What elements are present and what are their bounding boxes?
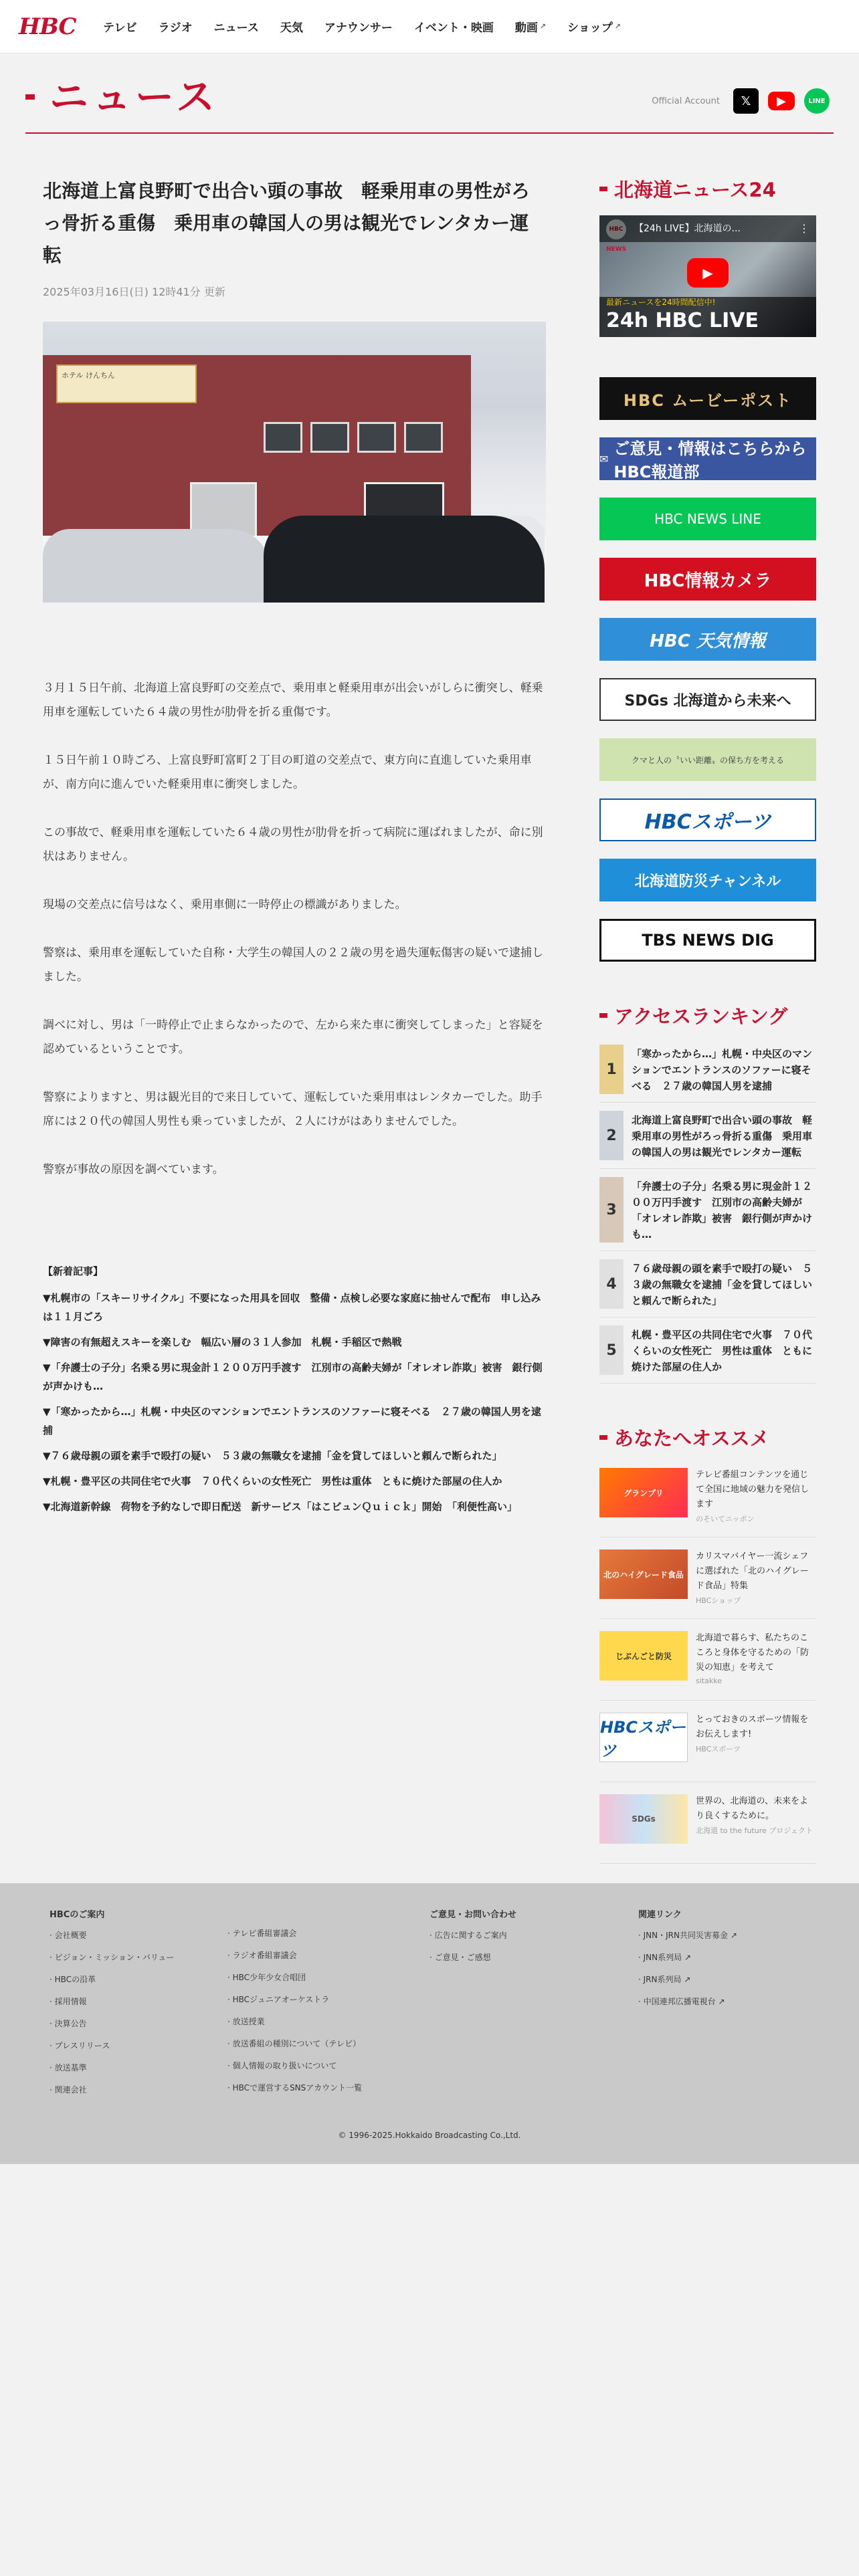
line-icon[interactable]: LINE [804,88,830,114]
footer-link[interactable]: · 決算公告 [50,2018,175,2029]
footer-link[interactable]: · 会社概要 [50,1929,175,1941]
recommend-text: テレビ番組コンテンツを通じて全国に地域の魅力を発信します [696,1470,809,1509]
disaster-channel-banner[interactable]: 北海道防災チャンネル [599,859,816,901]
footer-col-contact [430,1907,516,1973]
nav-weather[interactable]: 天気 [280,21,303,35]
rank-title: 札幌・豊平区の共同住宅で火事 ７０代くらいの女性死亡 男性は重体 ともに焼けた部屋の住人か [632,1329,813,1373]
title-accent-bar [25,94,35,100]
rank-title: 北海道上富良野町で出合い頭の事故 軽乗用車の男性がろっ骨折る重傷 乗用車の韓国人の男は観光でレンタカー運転 [632,1114,813,1158]
footer-heading: HBCのご案内 [50,1910,105,1920]
recommend-source: HBCショップ [696,1596,741,1605]
recommend-text: 北海道で暮らす、私たちのこころと身体を守るための「防災の知恵」を考えて [696,1633,809,1673]
external-link-icon: ↗ [718,1997,725,2006]
sidebar-banners [599,377,816,962]
footer-link[interactable]: · JRN系列局 ↗ [638,1973,737,1985]
title-divider [25,132,834,134]
copyright: © 1996-2025.Hokkaido Broadcasting Co.,Ltd. [338,2131,521,2140]
news-desk-banner[interactable]: ✉ ご意見・情報はこちらから HBC報道部 [599,437,816,480]
news24-heading: 北海道ニュース24 [599,175,816,202]
footer-link[interactable]: · 個人情報の取り扱いについて [227,2060,362,2071]
external-link-icon: ↗ [539,22,547,31]
article-paragraph: １５日午前１０時ごろ、上富良野町富町２丁目の町道の交差点で、東方向に直進していた乗用車が、南方向に進んでいた軽乗用車に衝突しました。 [43,754,532,791]
ranking-list [599,1045,816,1384]
article-paragraph: 警察は、乗用車を運転していた自称・大学生の韓国人の２２歳の男を過失運転傷害の疑いで逮捕しました。 [43,946,543,984]
recent-articles-heading: 【新着記事】 [43,1265,104,1277]
sidebar [599,175,816,1876]
footer-link[interactable]: · 放送基準 [50,2062,175,2073]
recommend-source: のそいてニッポン [696,1515,755,1523]
footer-heading: 関連リンク [638,1910,682,1920]
recent-article-link[interactable]: ▼７６歳母親の頭を素手で殴打の疑い ５３歳の無職女を逮捕「金を貸してほしいと頼んで断られた」 [43,1450,502,1462]
official-account-label: Official Account [652,96,720,106]
footer-col-related [638,1907,737,2018]
recommend-text: カリスマバイヤー一流シェフに選ばれた「北のハイグレード食品」特集 [696,1551,809,1591]
news-line-banner[interactable]: HBC NEWS LINE [599,498,816,540]
rank-number: 4 [599,1259,624,1309]
nav-event-movie[interactable]: イベント・映画 [413,21,494,35]
recommend-item[interactable] [599,1549,816,1619]
movie-post-banner[interactable]: HBC ムービーポスト [599,377,816,420]
ranking-item[interactable] [599,1259,816,1317]
recommend-source: HBCスポーツ [696,1745,741,1753]
footer-link[interactable]: · JNN系列局 ↗ [638,1951,737,1963]
ranking-heading: アクセスランキング [599,1002,816,1029]
recommend-text: 世界の、北海道の、未来をより良くするために。 [696,1796,808,1821]
recommend-item[interactable] [599,1794,816,1864]
recommend-thumbnail: グランプリ [599,1468,688,1517]
site-footer [0,1883,859,2164]
footer-heading: ご意見・お問い合わせ [430,1910,517,1920]
hbc-logo[interactable]: HBC [19,13,76,40]
rank-title: ７６歳母親の頭を素手で殴打の疑い ５３歳の無職女を逮捕「金を貸してほしいと頼んで断られた」 [632,1263,813,1307]
article-photo [43,322,546,603]
recent-article-link[interactable]: ▼札幌・豊平区の共同住宅で火事 ７０代くらいの女性死亡 男性は重体 ともに焼けた部屋の住人か [43,1475,502,1487]
ranking-item[interactable] [599,1045,816,1103]
nav-announcer[interactable]: アナウンサー [324,21,393,35]
channel-avatar: NEWS [606,219,626,239]
article-paragraph: 調べに対し、男は「一時停止で止まらなかったので、左から来た車に衝突してしまった」と容疑を認めているということです。 [43,1018,543,1056]
nav-shop[interactable]: ショップ ↗ [567,21,621,35]
recommend-thumbnail: 北のハイグレード食品 [599,1549,688,1599]
article-date: 2025年03月16日(日) 12時41分 更新 [43,286,225,298]
recent-article-link[interactable]: ▼札幌市の「スキーリサイクル」不要になった用具を回収 整備・点検し必要な家庭に抽せんで配布 申し込みは１１月ごろ [43,1292,541,1323]
page-title: ニュース [50,74,219,120]
section-title [25,74,219,120]
footer-link[interactable]: · テレビ番組審議会 [227,1927,362,1939]
article-paragraph: 警察が事故の原因を調べています。 [43,1163,224,1176]
recommend-thumbnail: HBCスポーツ [599,1713,688,1762]
footer-link[interactable]: · 広告に関するご案内 [430,1929,516,1941]
recommend-item[interactable] [599,1468,816,1537]
tbs-news-dig-banner[interactable]: TBS NEWS DIG [599,919,816,962]
more-vert-icon[interactable]: ⋮ [799,222,809,235]
ranking-item[interactable] [599,1325,816,1384]
recommend-item[interactable] [599,1713,816,1782]
external-link-icon: ↗ [684,1975,691,1984]
recommend-text: とっておきのスポーツ情報をお伝えします! [696,1715,809,1739]
recent-article-link[interactable]: ▼障害の有無超えスキーを楽しむ 幅広い層の３１人参加 札幌・手稲区で熱戦 [43,1336,402,1348]
footer-link[interactable]: · 放送番組の種別について（テレビ） [227,2038,362,2049]
footer-link[interactable]: · ラジオ番組審議会 [227,1949,362,1961]
recommend-source: 北海道 to the future プロジェクト [696,1826,814,1835]
footer-link[interactable]: · ビジョン・ミッション・バリュー [50,1951,175,1963]
article-title: 北海道上富良野町で出合い頭の事故 軽乗用車の男性がろっ骨折る重傷 乗用車の韓国人の男は観光でレンタカー運転 [43,180,531,266]
nav-radio[interactable]: ラジオ [158,21,193,35]
footer-link[interactable]: · HBCで運営するSNSアカウント一覧 [227,2082,362,2093]
weather-banner[interactable]: HBC 天気情報 [599,618,816,661]
recommend-thumbnail: じぶんごと防災 [599,1631,688,1681]
article-paragraph: 現場の交差点に信号はなく、乗用車側に一時停止の標識がありました。 [43,898,407,911]
ranking-item[interactable] [599,1177,816,1251]
youtube-icon[interactable]: ▶ [768,92,795,110]
article [43,175,546,1523]
recent-article-link[interactable]: ▼「寒かったから…」札幌・中央区のマンションでエントランスのソファーに寝そべる ２７歳の韓国人男を逮捕 [43,1406,541,1436]
recommend-item[interactable] [599,1631,816,1701]
live-video-player[interactable] [599,215,816,337]
building-sign: ホテル けんちん [56,364,197,403]
recent-article-link[interactable]: ▼「弁護士の子分」名乗る男に現金計１２００万円手渡す 江別市の高齢夫婦が「オレオレ詐欺」被害 銀行側が声かけも… [43,1362,543,1392]
rank-number: 2 [599,1111,624,1160]
rank-title: 「寒かったから…」札幌・中央区のマンションでエントランスのソファーに寝そべる ２７歳の韓国人男を逮捕 [632,1048,813,1092]
footer-link[interactable]: · JNN・JRN共同災害募金 ↗ [638,1929,737,1941]
rank-number: 5 [599,1325,624,1375]
rank-number: 1 [599,1045,624,1094]
sports-banner[interactable]: HBCスポーツ [599,798,816,841]
article-paragraph: この事故で、軽乗用車を運転していた６４歳の男性が肋骨を折って病院に運ばれましたが、命に別状はありません。 [43,826,543,863]
article-paragraph: 警察によりますと、男は観光目的で来日していて、運転していた乗用車はレンタカーでした。助手席には２０代の韓国人男性も乗っていましたが、２人にけがはありませんでした。 [43,1091,543,1128]
recent-article-link[interactable]: ▼北海道新幹線 荷物を予約なしで即日配送 新サービス「はこビュンＱｕｉｃｋ」開始 「利便性高い」 [43,1501,518,1513]
footer-link[interactable]: · HBCの沿革 [50,1973,175,1985]
ranking-item[interactable] [599,1111,816,1169]
site-header [0,0,859,53]
bear-banner[interactable]: クマと人の〝いい距離〟の保ち方を考える [599,738,816,781]
footer-link[interactable]: · 関連会社 [50,2084,175,2095]
footer-col-about [50,1907,175,2106]
global-nav [103,18,621,35]
footer-link[interactable]: · HBC少年少女合唱団 [227,1971,362,1983]
nav-video[interactable]: 動画 ↗ [514,21,547,35]
video-title: 【24h LIVE】北海道の... [599,215,816,242]
info-camera-banner[interactable]: HBC情報カメラ [599,558,816,601]
official-accounts [652,88,830,114]
play-icon[interactable]: ▶ [687,258,729,288]
footer-link[interactable]: · プレスリリース [50,2040,175,2051]
footer-col-programs [227,1927,362,2104]
x-icon[interactable]: 𝕏 [733,88,759,114]
recommend-heading: あなたへオススメ [599,1424,816,1451]
mail-icon: ✉ [599,452,609,465]
rank-title: 「弁護士の子分」名乗る男に現金計１２００万円手渡す 江別市の高齢夫婦が「オレオレ詐欺」被害 銀行側が声かけも… [632,1180,813,1241]
article-paragraph: ３月１５日午前、北海道上富良野町の交差点で、乗用車と軽乗用車が出会いがしらに衝突し、軽乗用車を運転していた６４歳の男性が肋骨を折る重傷です。 [43,681,543,719]
footer-link[interactable]: · 採用情報 [50,1996,175,2007]
external-link-icon: ↗ [730,1931,737,1940]
recommend-thumbnail: SDGs [599,1794,688,1844]
external-link-icon: ↗ [684,1953,692,1962]
external-link-icon: ↗ [614,22,621,31]
footer-link[interactable]: · 中国連邦広播電視台 ↗ [638,1996,737,2007]
recent-articles [43,1262,546,1516]
footer-link[interactable]: · ご意見・ご感想 [430,1951,516,1963]
recommend-source: sitakke [696,1677,722,1685]
nav-tv[interactable]: テレビ [103,21,137,35]
nav-news[interactable]: ニュース [213,21,259,35]
sdgs-banner[interactable]: SDGs 北海道から未来へ [599,678,816,721]
footer-link[interactable]: · 放送授業 [227,2016,362,2027]
article-body [43,676,546,1182]
rank-number: 3 [599,1177,624,1243]
live-banner: 最新ニュースを24時間配信中! 24h HBC LIVE [599,297,816,337]
recommend-list [599,1468,816,1864]
footer-link[interactable]: · HBCジュニアオーケストラ [227,1994,362,2005]
